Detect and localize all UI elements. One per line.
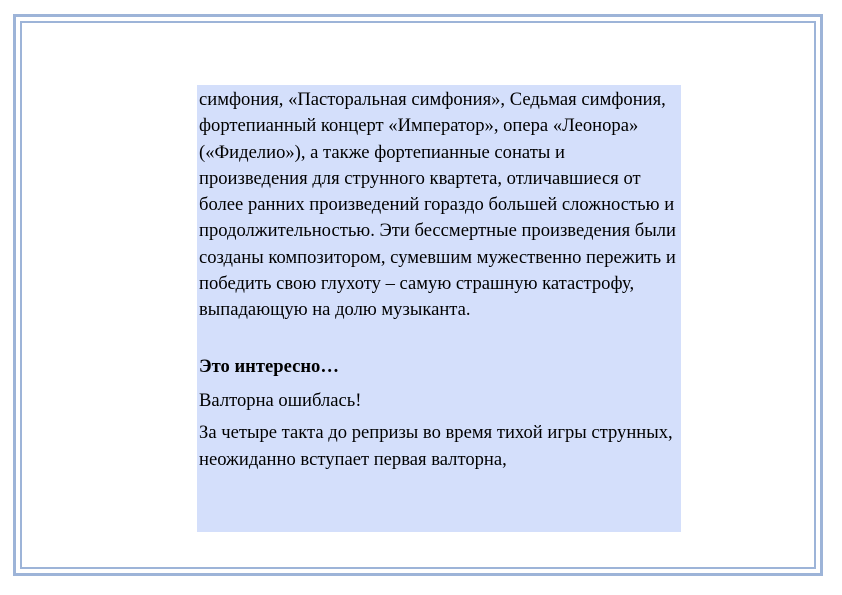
main-paragraph: симфония, «Пасторальная симфония», Седьмая симфония, фортепианный концерт «Император», опера «Леонора» («Фиделио»), а также фортепианные сонаты и произведения для струнного квартета, отличавшиеся от более ранних произведений гораздо большей сложностью и продолжительностью. Эти бессмертные произведения были созданы композитором, сумевшим мужественно пережить и победить свою глухоту – самую страшную катастрофу, выпадающую на долю музыканта.: [199, 89, 676, 321]
section-heading: Это интересно…: [199, 355, 339, 377]
text-block: [197, 85, 681, 532]
last-paragraph: За четыре такта до репризы во время тихой игры струнных, неожиданно вступает первая валторна,: [199, 422, 673, 470]
section-subheading: Валторна ошиблась!: [199, 389, 362, 411]
